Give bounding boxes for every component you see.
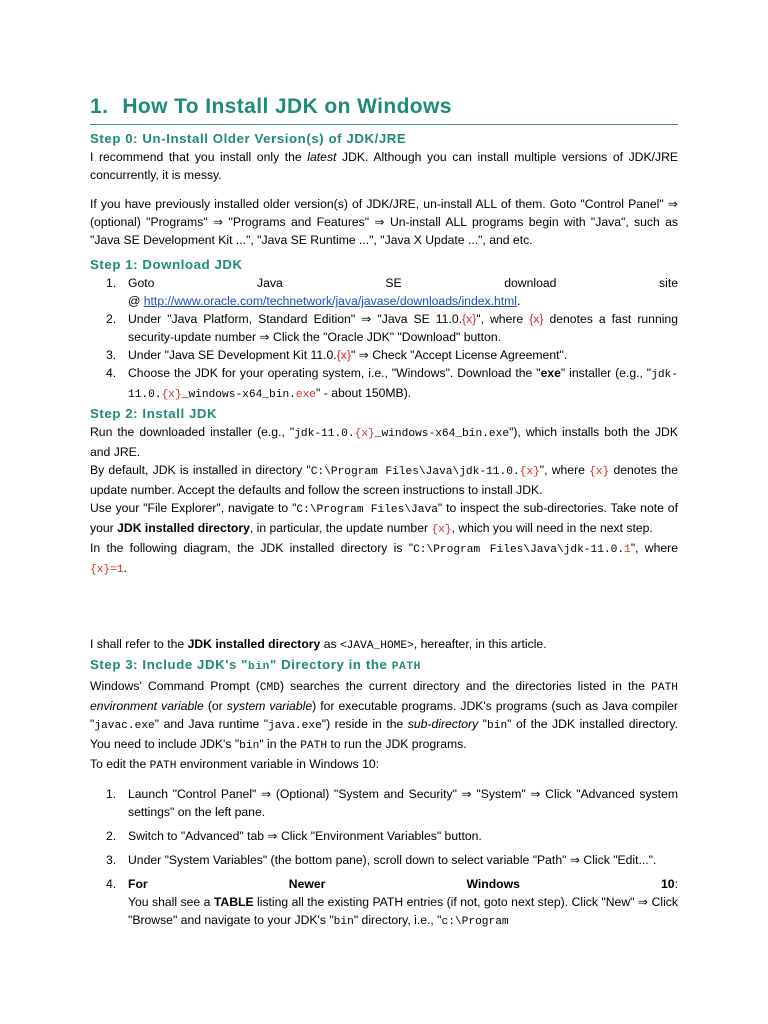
java-home-paragraph: I shall refer to the JDK installed directory as <JAVA_HOME>, hereafter, in this article. xyxy=(90,637,547,652)
step3-list xyxy=(90,785,678,931)
step0-heading: Step 0: Un-Install Older Version(s) of JDK/JRE xyxy=(90,131,407,146)
step3-paragraph-2: To edit the PATH environment variable in Windows 10: xyxy=(90,757,380,772)
step1-list xyxy=(90,274,678,404)
list-item: 1. Goto Java SE download site @ http://www.oracle.com/technetwork/java/javase/downloads/index.html. xyxy=(106,276,678,308)
step2-paragraph-1: Run the downloaded installer (e.g., "jdk-11.0.{x}_windows-x64_bin.exe"), which installs both the JDK and JRE. xyxy=(90,425,678,459)
list-item: 1. Launch "Control Panel" ⇒ (Optional) "System and Security" ⇒ "System" ⇒ Click "Advanced system settings" on the left pane. xyxy=(106,787,678,819)
list-item: 4. Choose the JDK for your operating system, i.e., "Windows". Download the "exe" installer (e.g., "jdk-11.0.{x}_windows-x64_bin.exe" - about 150MB). xyxy=(106,366,678,401)
step0-paragraph-1: I recommend that you install only the latest JDK. Although you can install multiple versions of JDK/JRE concurrently, it is messy. xyxy=(90,150,679,182)
list-item: 2. Switch to "Advanced" tab ⇒ Click "Environment Variables" button. xyxy=(106,829,482,843)
list-item: 3. Under "System Variables" (the bottom pane), scroll down to select variable "Path" ⇒ Click "Edit...". xyxy=(106,853,657,867)
step2-heading: Step 2: Install JDK xyxy=(90,406,218,421)
page-title: 1. How To Install JDK on Windows xyxy=(90,92,678,125)
step2-paragraph-4: In the following diagram, the JDK installed directory is "C:\Program Files\Java\jdk-11.0.1", where {x}=1. xyxy=(90,541,679,576)
step2-paragraph-2: By default, JDK is installed in directory "C:\Program Files\Java\jdk-11.0.{x}", where {x} denotes the update number. Accept the defaults and follow the screen instructions to install JDK. xyxy=(90,463,678,497)
list-item: 3. Under "Java SE Development Kit 11.0.{x}" ⇒ Check "Accept License Agreement". xyxy=(106,348,568,362)
document-content xyxy=(90,92,678,937)
list-item: 4. For Newer Windows 10: You shall see a TABLE listing all the existing PATH entries (if not, goto next step). Click "New" ⇒ Click "Browse" and navigate to your JDK's "bin" directory, i.e., "c:\Program xyxy=(106,877,678,928)
step2-paragraph-3: Use your "File Explorer", navigate to "C:\Program Files\Java" to inspect the sub-directories. Take note of your JDK installed directory, in particular, the update number {x}, which you will need in the next step. xyxy=(90,501,678,536)
list-item: 2. Under "Java Platform, Standard Edition" ⇒ "Java SE 11.0.{x}", where {x} denotes a fast running security-update number ⇒ Click the "Oracle JDK" "Download" button. xyxy=(106,312,678,344)
step3-heading: Step 3: Include JDK's "bin" Directory in the PATH xyxy=(90,657,421,673)
java-download-link[interactable]: http://www.oracle.com/technetwork/java/javase/downloads/index.html xyxy=(143,294,518,308)
step3-paragraph-1: Windows' Command Prompt (CMD) searches the current directory and the directories listed in the PATH environment variable (or system variable) for executable programs. JDK's programs (such as Java compiler "javac.exe" and Java runtime "java.exe") reside in the sub-directory "bin" of the JDK installed directory. You need to include JDK's "bin" in the PATH to run the JDK programs. xyxy=(90,679,678,752)
step0-paragraph-2: If you have previously installed older version(s) of JDK/JRE, un-install ALL of them. Goto "Control Panel" ⇒ (optional) "Programs" ⇒ "Programs and Features" ⇒ Un-install ALL programs begin with "Java", such as "Java SE Development Kit ...", "Java SE Runtime ...", "Java X Update ...", and etc. xyxy=(90,197,678,247)
step1-heading: Step 1: Download JDK xyxy=(90,257,243,272)
